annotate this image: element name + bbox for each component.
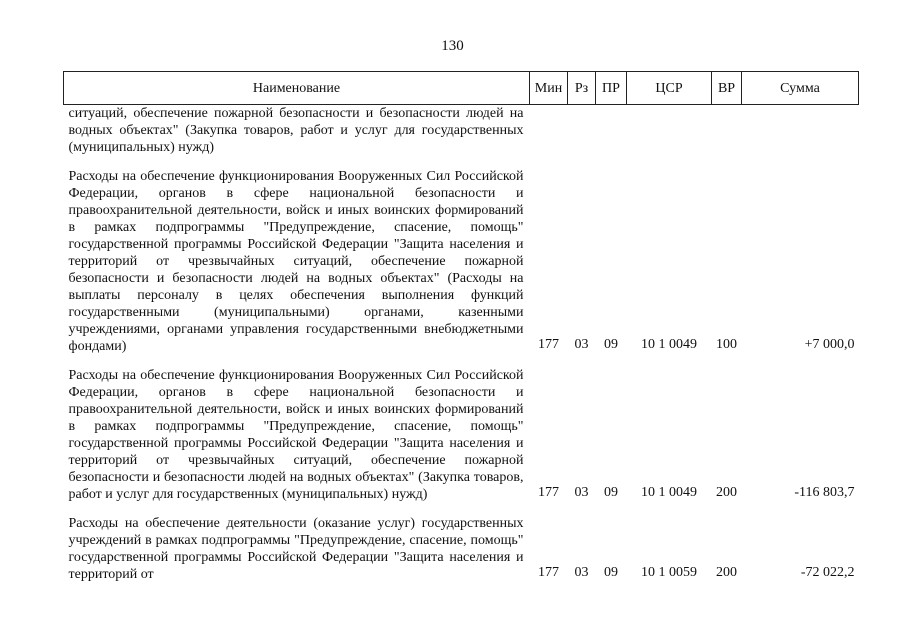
table-row [64, 505, 859, 585]
row-name: Расходы на обеспечение функционирования Вооруженных Сил Российской Федерации, органов в сфере национальной безопасности и правоохранительной деятельности, войск и иных воинских формирований в рамках подпрограммы "Предупреждение, спасение, помощь" государственной программы Российской Федерации "Защита населения и территорий от чрезвычайных ситуаций, обеспечение пожарной безопасности и безопасности людей на водных объектах" (Закупка товаров, работ и услуг для государственных (муниципальных) нужд) [68, 368, 524, 502]
row-csr: 10 1 0049 [641, 485, 697, 500]
row-min [530, 105, 568, 159]
row-csr: 10 1 0049 [641, 337, 697, 352]
row-name: Расходы на обеспечение деятельности (оказание услуг) государственных учреждений в рамках подпрограммы "Предупреждение, спасение, помощь" государственной программы Российской Федерации "Защита населения и территорий от [68, 516, 524, 582]
table-header-row [64, 72, 859, 105]
row-sum: -116 803,7 [794, 485, 855, 500]
row-vr: 200 [716, 565, 737, 580]
row-csr [627, 105, 712, 159]
row-rz: 03 [574, 565, 589, 580]
row-csr: 10 1 0059 [641, 565, 697, 580]
header-vr: ВР [712, 72, 742, 105]
row-sum [742, 105, 859, 159]
budget-table [63, 71, 859, 585]
row-rz: 03 [574, 337, 589, 352]
row-min: 177 [538, 337, 559, 352]
table-row [64, 105, 859, 159]
row-min: 177 [538, 565, 559, 580]
table-row [64, 158, 859, 357]
row-pr: 09 [604, 337, 618, 352]
row-sum: -72 022,2 [800, 565, 855, 580]
header-sum: Сумма [742, 72, 859, 105]
header-csr: ЦСР [627, 72, 712, 105]
row-rz: 03 [574, 485, 589, 500]
row-rz [568, 105, 596, 159]
row-vr: 100 [716, 337, 737, 352]
header-pr: ПР [596, 72, 627, 105]
table-row [64, 357, 859, 505]
row-vr: 200 [716, 485, 737, 500]
row-pr [596, 105, 627, 159]
header-rz: Рз [568, 72, 596, 105]
row-sum: +7 000,0 [804, 337, 855, 352]
row-pr: 09 [604, 485, 618, 500]
row-name: Расходы на обеспечение функционирования Вооруженных Сил Российской Федерации, органов в сфере национальной безопасности и правоохранительной деятельности, войск и иных воинских формирований в рамках подпрограммы "Предупреждение, спасение, помощь" государственной программы Российской Федерации "Защита населения и территорий от чрезвычайных ситуаций, обеспечение пожарной безопасности и безопасности людей на водных объектах" (Расходы на выплаты персоналу в целях обеспечения выполнения функций государственными (муниципальными) органами, казенными учреждениями, органами управления государственными внебюджетными фондами) [68, 169, 524, 354]
row-pr: 09 [604, 565, 618, 580]
page-number: 130 [441, 38, 464, 54]
header-min: Мин [530, 72, 568, 105]
row-vr [712, 105, 742, 159]
row-min: 177 [538, 485, 559, 500]
row-name: ситуаций, обеспечение пожарной безопасности и безопасности людей на водных объектах" (Закупка товаров, работ и услуг для государственных (муниципальных) нужд) [68, 106, 524, 155]
header-name: Наименование [64, 72, 530, 105]
